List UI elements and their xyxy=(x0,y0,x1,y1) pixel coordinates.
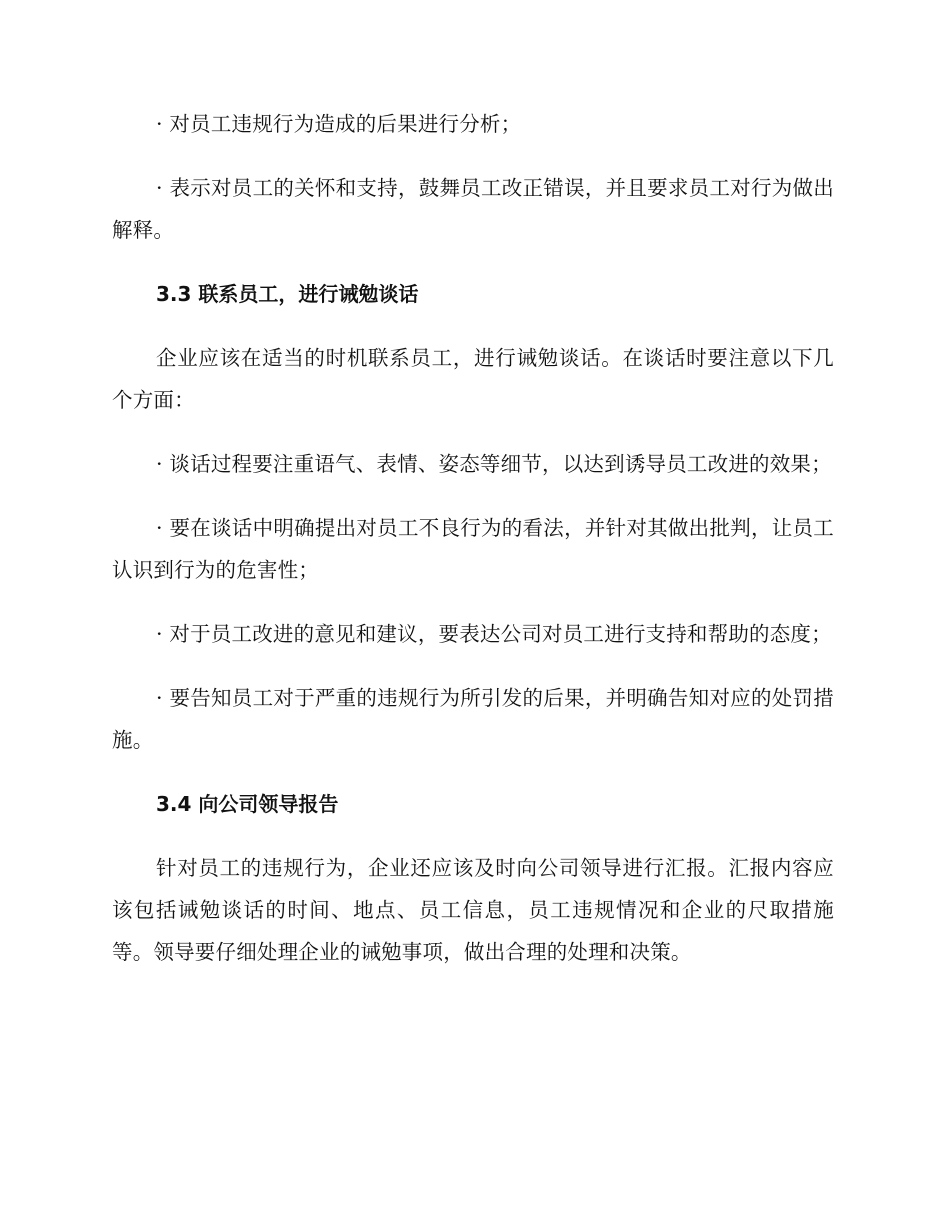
bullet-item: · 要告知员工对于严重的违规行为所引发的后果，并明确告知对应的处罚措施。 xyxy=(112,686,834,752)
section-heading: 3.3 联系员工，进行诫勉谈话 xyxy=(156,282,419,306)
bullet-item: · 表示对员工的关怀和支持，鼓舞员工改正错误，并且要求员工对行为做出解释。 xyxy=(112,176,834,242)
bullet-item: · 要在谈话中明确提出对员工不良行为的看法，并针对其做出批判，让员工认识到行为的危害性； xyxy=(112,516,834,582)
bullet-item: · 谈话过程要注重语气、表情、姿态等细节，以达到诱导员工改进的效果； xyxy=(156,452,832,476)
paragraph: 企业应该在适当的时机联系员工，进行诫勉谈话。在谈话时要注意以下几个方面： xyxy=(112,346,834,412)
bullet-item: · 对于员工改进的意见和建议，要表达公司对员工进行支持和帮助的态度； xyxy=(156,622,832,646)
section-heading: 3.4 向公司领导报告 xyxy=(156,792,339,816)
document-page xyxy=(112,103,834,995)
paragraph: 针对员工的违规行为，企业还应该及时向公司领导进行汇报。汇报内容应该包括诫勉谈话的时间、地点、员工信息，员工违规情况和企业的尺取措施等。领导要仔细处理企业的诫勉事项，做出合理的处理和决策。 xyxy=(112,856,834,964)
bullet-item: · 对员工违规行为造成的后果进行分析； xyxy=(156,112,522,136)
